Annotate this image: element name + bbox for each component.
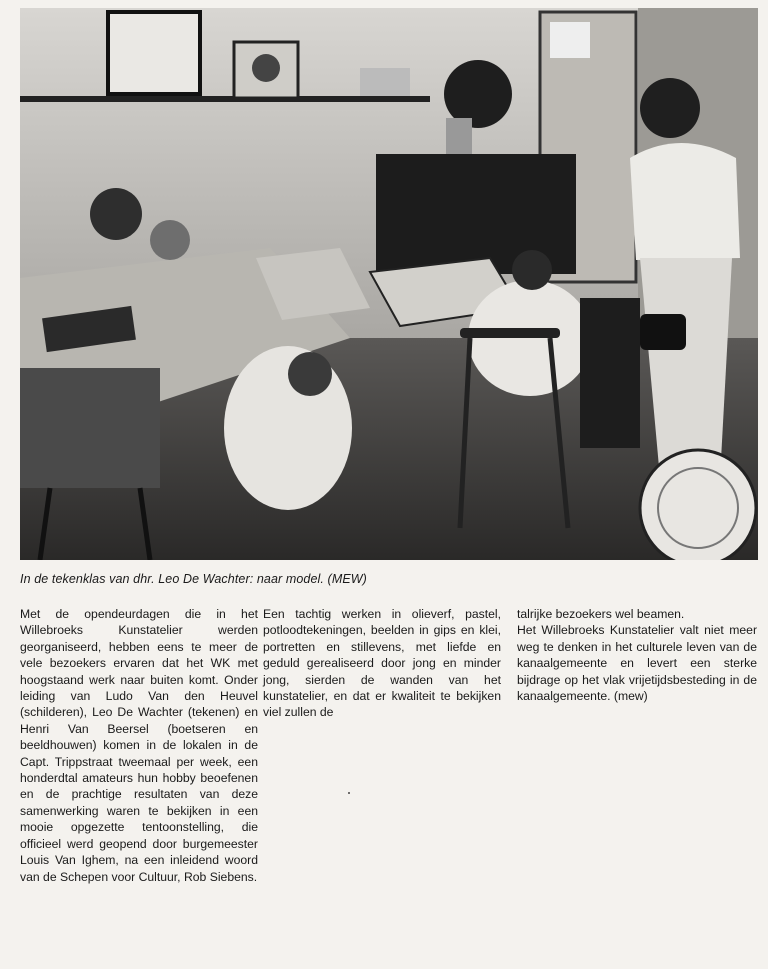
newspaper-photo	[20, 8, 758, 560]
photo-caption: In de tekenklas van dhr. Leo De Wachter: naar model. (MEW)	[20, 572, 367, 586]
print-speck	[348, 792, 350, 794]
article-paragraph: Het Willebroeks Kunstatelier valt niet meer weg te denken in het culturele leven van de kanaalgemeente en levert een sterke bijdrage op het vlak vrijetijdsbesteding in de kanaalgemeente. (mew)	[517, 623, 757, 704]
classroom-photo-illustration	[20, 8, 758, 560]
article-paragraph: talrijke bezoekers wel beamen.	[517, 607, 685, 621]
article-paragraph: Met de opendeurdagen die in het Willebroeks Kunstatelier werden georganiseerd, hebben eens te meer de vele bezoekers ervaren dat het WK met hoogstaand werk naar buiten komt. Onder leiding van Ludo Van den Heuvel (schilderen), Leo De Wachter (tekenen) en Henri Van Beersel (boetseren en beeldhouwen) komen in de lokalen in de Capt. Trippstraat tweemaal per week, een honderdtal amateurs hun hobby beoefenen en de prachtige resultaten van deze samenwerking waren te bekijken in een mooie opgezette tentoonstelling, die officieel werd geopend door burgemeester Louis Van Ighem, na een inleidend woord van de Schepen voor Cultuur, Rob Siebens.	[20, 607, 258, 884]
article-paragraph: Een tachtig werken in olieverf, pastel, potloodtekeningen, beelden in gips en klei, portretten en stillevens, met liefde en geduld gerealiseerd door jong en minder jong, sierden de wanden van het kunstatelier, en dat er kwaliteit te bekijken viel zullen de	[263, 607, 501, 720]
article-column-2	[263, 606, 501, 721]
article-column-1	[20, 606, 258, 885]
article-column-3	[517, 606, 757, 704]
